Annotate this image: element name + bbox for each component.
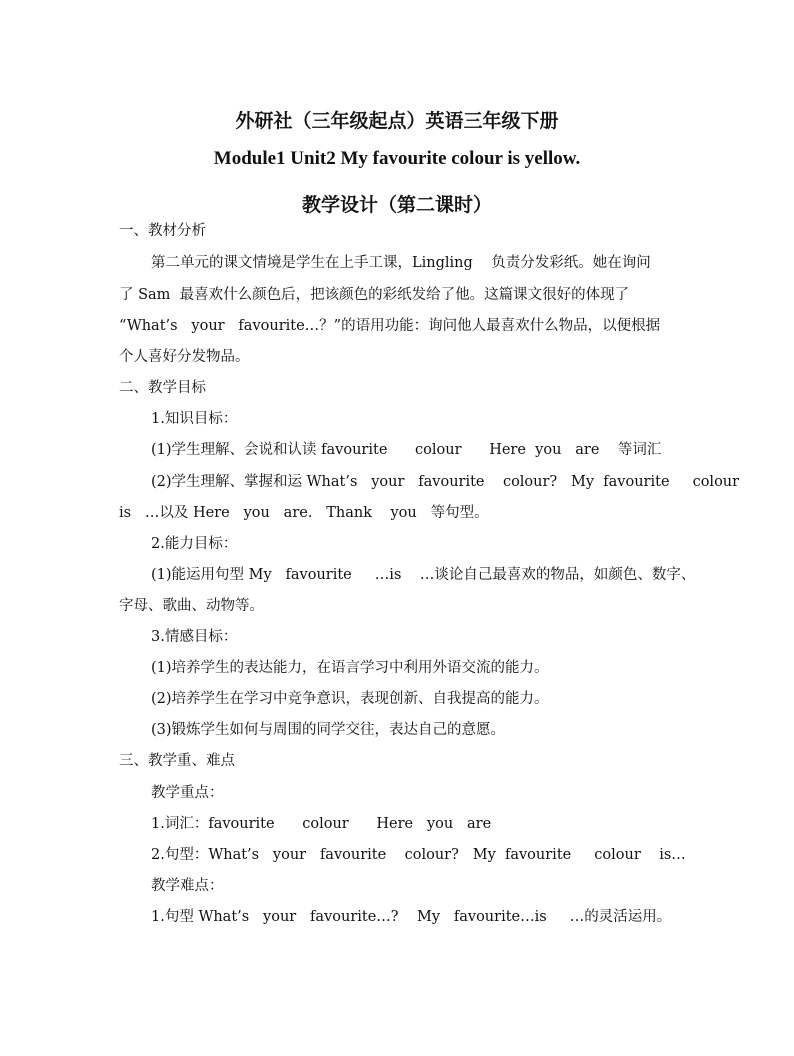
subheading-difficulty: 教学难点：	[151, 878, 224, 894]
document-subtitle: Module1 Unit2 My favourite colour is yellow.	[213, 148, 581, 169]
section-heading-objectives: 二、教学目标	[119, 380, 206, 396]
section-heading-analysis: 一、教材分析	[119, 223, 206, 239]
subheading-key: 教学重点：	[151, 785, 224, 801]
list-item: 2.句型：What’s your favourite colour? My favourite colour is…	[151, 847, 686, 863]
list-item-continuation: is …以及 Here you are. Thank you 等句型。	[119, 505, 489, 521]
subheading-ability: 2.能力目标：	[151, 536, 238, 552]
list-item: (1)能运用句型 My favourite …is …谈论自己最喜欢的物品，如颜色、数字、	[151, 567, 696, 583]
section-heading-key-points: 三、教学重、难点	[119, 753, 235, 769]
list-item: (1)学生理解、会说和认读 favourite colour Here you are 等词汇	[151, 442, 662, 458]
subheading-knowledge: 1.知识目标：	[151, 411, 238, 427]
list-item: 1.句型 What’s your favourite…? My favourite…is …的灵活运用。	[151, 909, 672, 925]
document-title: 外研社（三年级起点）英语三年级下册	[235, 110, 559, 132]
subheading-emotion: 3.情感目标：	[151, 629, 238, 645]
paragraph-line: 第二单元的课文情境是学生在上手工课，Lingling 负责分发彩纸。她在询问	[151, 255, 651, 271]
paragraph-line: “What’s your favourite…？”的语用功能：询问他人最喜欢什么物品，以便根据	[119, 318, 661, 334]
list-item: (2)学生理解、掌握和运 What’s your favourite colour? My favourite colour	[151, 474, 740, 490]
paragraph-line: 了 Sam 最喜欢什么颜色后，把该颜色的彩纸发给了他。这篇课文很好的体现了	[119, 287, 630, 303]
list-item: (3)锻炼学生如何与周围的同学交往，表达自己的意愿。	[151, 722, 506, 738]
document-heading: 教学设计（第二课时）	[301, 194, 492, 216]
list-item: 1.词汇：favourite colour Here you are	[151, 816, 492, 832]
list-item: (1)培养学生的表达能力，在语言学习中利用外语交流的能力。	[151, 660, 549, 676]
list-item-continuation: 字母、歌曲、动物等。	[119, 598, 264, 614]
list-item: (2)培养学生在学习中竞争意识，表现创新、自我提高的能力。	[151, 691, 549, 707]
paragraph-line: 个人喜好分发物品。	[119, 349, 250, 365]
